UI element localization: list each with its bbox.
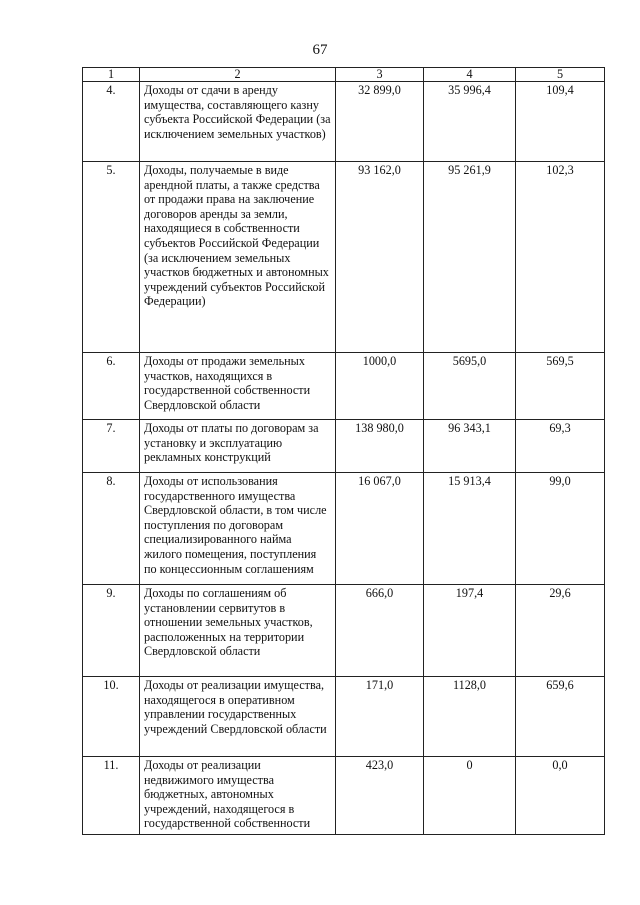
row-value-col4: 95 261,9	[424, 162, 516, 353]
table-row	[83, 353, 605, 420]
table-row	[83, 420, 605, 473]
row-value-col4: 5695,0	[424, 353, 516, 420]
row-description: Доходы от реализации имущества, находящегося в оперативном управлении государственных учреждений Свердловской области	[140, 677, 336, 757]
row-number: 8.	[83, 473, 140, 585]
row-value-col5: 109,4	[516, 82, 605, 162]
row-description: Доходы от платы по договорам за установку и эксплуатацию рекламных конструкций	[140, 420, 336, 473]
income-table	[82, 67, 605, 835]
row-description: Доходы, получаемые в виде арендной платы, а также средства от продажи права на заключение договоров аренды за земли, находящиеся в собственности субъектов Российской Федерации (за исключением земельных участков бюджетных и автономных учреждений субъектов Российской Федерации)	[140, 162, 336, 353]
page-number: 67	[312, 42, 328, 58]
row-value-col3: 93 162,0	[336, 162, 424, 353]
row-description: Доходы от использования государственного имущества Свердловской области, в том числе поступления по договорам специализированного найма жилого помещения, поступления по концессионным соглашениям	[140, 473, 336, 585]
row-value-col3: 16 067,0	[336, 473, 424, 585]
row-value-col5: 659,6	[516, 677, 605, 757]
row-value-col5: 102,3	[516, 162, 605, 353]
row-description: Доходы от продажи земельных участков, находящихся в государственной собственности Свердловской области	[140, 353, 336, 420]
row-value-col5: 69,3	[516, 420, 605, 473]
header-col-1: 1	[83, 68, 140, 82]
row-value-col3: 171,0	[336, 677, 424, 757]
row-value-col3: 138 980,0	[336, 420, 424, 473]
header-row	[83, 68, 605, 82]
row-number: 6.	[83, 353, 140, 420]
table-row	[83, 82, 605, 162]
row-number: 5.	[83, 162, 140, 353]
row-value-col3: 666,0	[336, 585, 424, 677]
table-row	[83, 162, 605, 353]
row-value-col4: 197,4	[424, 585, 516, 677]
header-col-3: 3	[336, 68, 424, 82]
row-number: 11.	[83, 757, 140, 835]
table-row	[83, 473, 605, 585]
row-number: 9.	[83, 585, 140, 677]
header-col-4: 4	[424, 68, 516, 82]
row-value-col5: 29,6	[516, 585, 605, 677]
row-value-col4: 0	[424, 757, 516, 835]
row-description: Доходы от сдачи в аренду имущества, составляющего казну субъекта Российской Федерации (за исключением земельных участков)	[140, 82, 336, 162]
row-value-col5: 99,0	[516, 473, 605, 585]
table-row	[83, 585, 605, 677]
row-value-col5: 569,5	[516, 353, 605, 420]
row-value-col3: 1000,0	[336, 353, 424, 420]
row-value-col3: 32 899,0	[336, 82, 424, 162]
row-value-col4: 35 996,4	[424, 82, 516, 162]
row-value-col4: 1128,0	[424, 677, 516, 757]
row-number: 10.	[83, 677, 140, 757]
row-value-col4: 15 913,4	[424, 473, 516, 585]
row-value-col3: 423,0	[336, 757, 424, 835]
row-number: 7.	[83, 420, 140, 473]
table-row	[83, 677, 605, 757]
row-description: Доходы по соглашениям об установлении сервитутов в отношении земельных участков, расположенных на территории Свердловской области	[140, 585, 336, 677]
header-col-5: 5	[516, 68, 605, 82]
table-row	[83, 757, 605, 835]
row-value-col4: 96 343,1	[424, 420, 516, 473]
row-description: Доходы от реализации недвижимого имущества бюджетных, автономных учреждений, находящегося в государственной собственности	[140, 757, 336, 835]
row-value-col5: 0,0	[516, 757, 605, 835]
row-number: 4.	[83, 82, 140, 162]
header-col-2: 2	[140, 68, 336, 82]
